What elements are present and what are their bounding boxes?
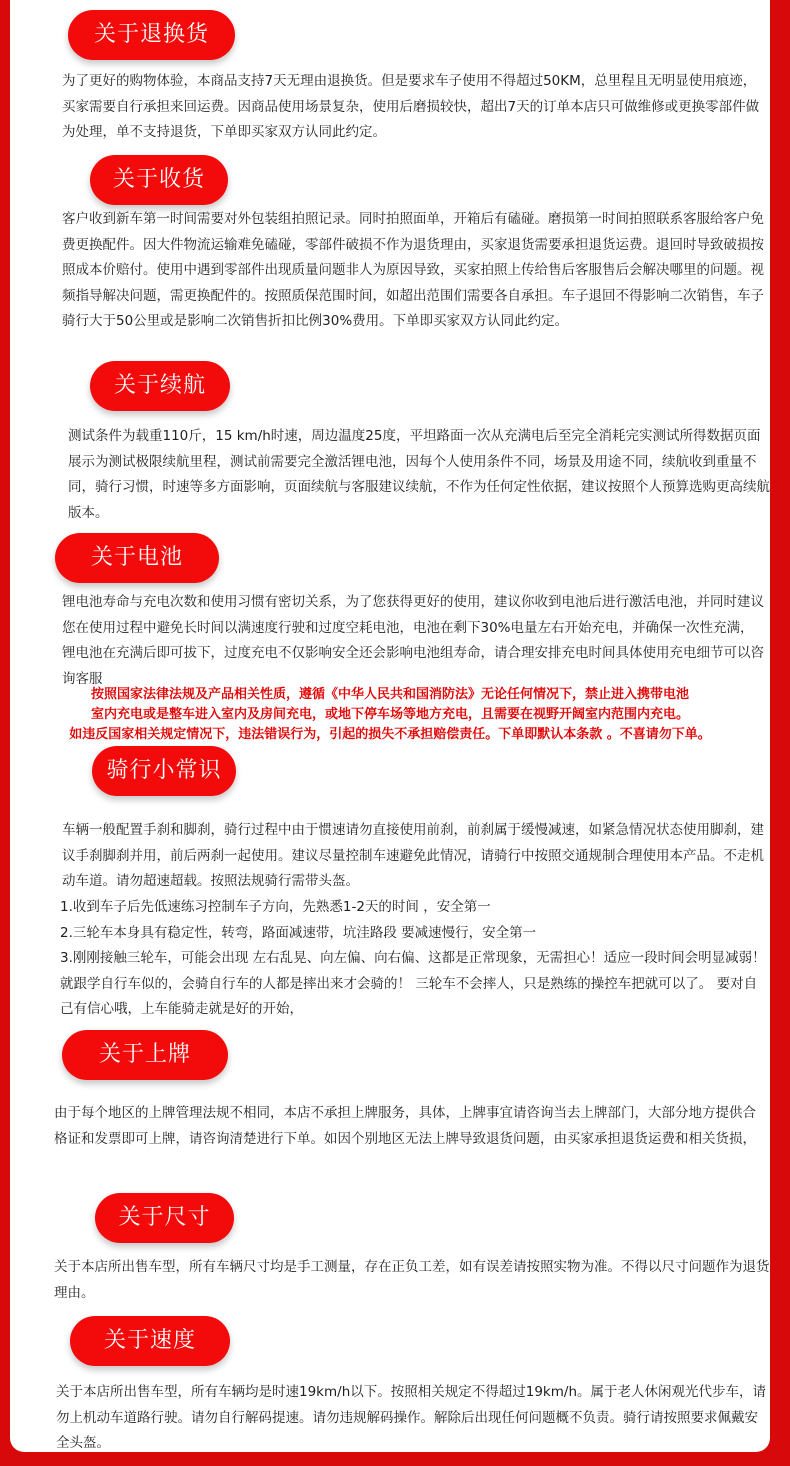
riding-text: 车辆一般配置手刹和脚刹，骑行过程中由于惯速请勿直接使用前刹，前刹属于缓慢减速，如紧急情况状态使用脚刹，建议手刹脚刹并用，前后两刹一起使用。建议尽量控制车速避免此情况，请骑行中按照交通规制合理使用本产品。不走机动车道。请勿超速超载。按照法规骑行需带头盔。 — [62, 822, 764, 889]
range-heading: 关于续航 — [90, 361, 230, 411]
riding-tips — [60, 895, 768, 1023]
range-text: 测试条件为载重110斤，15 km/h时速，周边温度25度，平坦路面一次从充满电后至完全消耗完实测试所得数据页面展示为测试极限续航里程，测试前需要完全激活锂电池，因每个人使用条件不同，场景及用途不同，续航收到重量不同，骑行习惯，时速等多方面影响，页面续航与客服建议续航，不作为任何定性依据，建议按照个人预算选购更高续航版本。 — [68, 428, 770, 521]
receiving-text: 客户收到新车第一时间需要对外包装组拍照记录。同时拍照面单，开箱后有磕碰。磨损第一时间拍照联系客服给客户免费更换配件。因大件物流运输难免磕碰，零部件破损不作为退货理由，买家退货需要承担退货运费。退回时导致破损按照成本价赔付。使用中遇到零部件出现质量问题非人为原因导致，买家拍照上传给售后客服售后会解决哪里的问题。视频指导解决问题，需更换配件的。按照质保范围时间，如超出范围们需要各自承担。车子退回不得影响二次销售，车子骑行大于50公里或是影响二次销售折扣比例30%费用。下单即买家双方认同此约定。 — [62, 211, 764, 329]
plate-text: 由于每个地区的上牌管理法规不相同，本店不承担上牌服务，具体，上牌事宜请咨询当去上牌部门，大部分地方提供合格证和发票即可上牌，请咨询清楚进行下单。如因个别地区无法上牌导致退货问题，由买家承担退货运费和相关货损， — [54, 1105, 756, 1147]
riding-tip: 2.三轮车本身具有稳定性，转弯，路面减速带，坑洼路段 要减速慢行，安全第一 — [60, 924, 537, 941]
size-heading: 关于尺寸 — [95, 1193, 234, 1243]
battery-warning-line: 如违反国家相关规定情况下，违法错误行为，引起的损失不承担赔偿责任。下单即默认本条款 。不喜请勿下单。 — [69, 727, 711, 742]
plate-heading: 关于上牌 — [62, 1030, 228, 1080]
returns-text: 为了更好的购物体验，本商品支持7天无理由退换货。但是要求车子使用不得超过50KM，总里程且无明显使用痕迹，买家需要自行承担来回运费。因商品使用场景复杂，使用后磨损较快，超出7天的订单本店只可做维修或更换零部件做为处理，单不支持退货，下单即买家双方认同此约定。 — [62, 73, 760, 140]
riding-tip: 3.刚刚接触三轮车，可能会出现 左右乱晃、向左偏、向右偏、这都是正常现象，无需担心！适应一段时间会明显减弱！就跟学自行车似的，会骑自行车的人都是摔出来才会骑的！ 三轮车不会摔人，只是熟练的操控车把就可以了。 要对自己有信心哦，上车能骑走就是好的开始， — [60, 950, 766, 1017]
policy-page — [10, 0, 770, 1452]
battery-warning-line: 室内充电或是整车进入室内及房间充电，或地下停车场等地方充电，且需要在视野开阔室内范围内充电。 — [90, 707, 689, 722]
size-text: 关于本店所出售车型，所有车辆尺寸均是手工测量，存在正负工差，如有误差请按照实物为准。不得以尺寸问题作为退货理由。 — [54, 1259, 770, 1301]
battery-warning-line: 按照国家法律法规及产品相关性质，遵循《中华人民共和国消防法》无论任何情况下，禁止进入携带电池 — [90, 687, 689, 702]
speed-heading: 关于速度 — [70, 1316, 230, 1366]
returns-heading: 关于退换货 — [68, 10, 235, 60]
receiving-heading: 关于收货 — [90, 155, 228, 205]
riding-heading: 骑行小常识 — [92, 746, 236, 796]
battery-text: 锂电池寿命与充电次数和使用习惯有密切关系，为了您获得更好的使用，建议你收到电池后进行激活电池，并同时建议您在使用过程中避免长时间以满速度行驶和过度空耗电池，电池在剩下30%电量左右开始充电，并确保一次性充满，锂电池在充满后即可拔下，过度充电不仅影响安全还会影响电池组寿命，请合理安排充电时间具体使用充电细节可以咨询客服 — [62, 594, 764, 687]
speed-text: 关于本店所出售车型，所有车辆均是时速19km/h以下。按照相关规定不得超过19km/h。属于老人休闲观光代步车，请勿上机动车道路行驶。请勿自行解码提速。请勿违规解码操作。解除后出现任何问题概不负责。骑行请按照要求佩戴安全头盔。 — [56, 1384, 767, 1451]
battery-heading: 关于电池 — [55, 533, 219, 583]
battery-warning — [12, 685, 768, 745]
riding-tip: 1.收到车子后先低速练习控制车子方向，先熟悉1-2天的时间 ，安全第一 — [60, 899, 491, 915]
